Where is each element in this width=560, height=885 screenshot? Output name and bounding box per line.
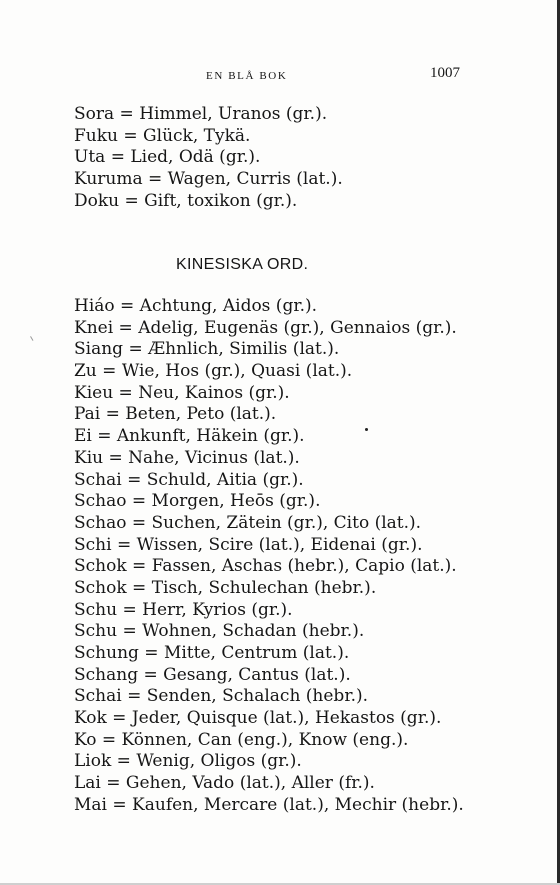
entry-line: Knei = Adelig, Eugenäs (gr.), Gennaios (gr.).	[74, 317, 457, 338]
entry-line: Schai = Schuld, Aitia (gr.).	[74, 469, 304, 490]
entry-line: Liok = Wenig, Oligos (gr.).	[74, 751, 302, 772]
entry-line: Fuku = Glück, Tykä.	[74, 125, 251, 146]
word-entry-list	[74, 296, 534, 817]
section-heading: KINESISKA ORD.	[176, 256, 309, 273]
margin-mark	[30, 334, 37, 341]
entry-line: Schung = Mitte, Centrum (lat.).	[74, 643, 350, 663]
entry-line: Schok = Tisch, Schulechan (hebr.).	[74, 577, 377, 598]
top-entry-list	[74, 104, 534, 212]
page-number: 1007	[430, 65, 460, 81]
entry-line: Zu = Wie, Hos (gr.), Quasi (lat.).	[74, 361, 353, 382]
entry-line: Pai = Beten, Peto (lat.).	[74, 404, 277, 425]
entry-line: Siang = Æhnlich, Similis (lat.).	[74, 339, 340, 360]
running-title: EN BLÅ BOK	[206, 70, 288, 82]
entry-line: Hiáo = Achtung, Aidos (gr.).	[74, 296, 318, 316]
entry-line: Kiu = Nahe, Vicinus (lat.).	[74, 447, 300, 468]
entry-line: Schang = Gesang, Cantus (lat.).	[74, 664, 351, 685]
entry-line: Doku = Gift, toxikon (gr.).	[74, 190, 298, 211]
entry-line: Schi = Wissen, Scire (lat.), Eidenai (gr.).	[74, 534, 423, 555]
entry-line: Schao = Morgen, Heōs (gr.).	[74, 491, 321, 512]
entry-line: Ei = Ankunft, Häkein (gr.).	[74, 426, 305, 447]
entry-line: Schai = Senden, Schalach (hebr.).	[74, 686, 369, 707]
entry-line: Schu = Herr, Kyrios (gr.).	[74, 599, 293, 620]
entry-line: Schu = Wohnen, Schadan (hebr.).	[74, 621, 365, 642]
entry-line: Uta = Lied, Odä (gr.).	[74, 147, 261, 168]
entry-line: Mai = Kaufen, Mercare (lat.), Mechir (hebr.).	[74, 794, 464, 815]
entry-line: Lai = Gehen, Vado (lat.), Aller (fr.).	[74, 773, 375, 794]
entry-line: Ko = Können, Can (eng.), Know (eng.).	[74, 729, 409, 750]
entry-line: Kuruma = Wagen, Curris (lat.).	[74, 169, 343, 190]
entry-line: Schok = Fassen, Aschas (hebr.), Capio (lat.).	[74, 556, 457, 577]
ink-speck	[365, 428, 368, 431]
entry-line: Schao = Suchen, Zätein (gr.), Cito (lat.).	[74, 512, 422, 533]
entry-line: Sora = Himmel, Uranos (gr.).	[74, 104, 328, 124]
entry-line: Kieu = Neu, Kainos (gr.).	[74, 382, 290, 403]
entry-line: Kok = Jeder, Quisque (lat.), Hekastos (gr.).	[74, 708, 442, 729]
